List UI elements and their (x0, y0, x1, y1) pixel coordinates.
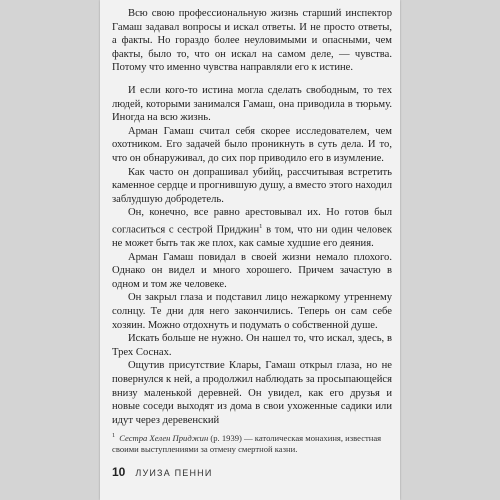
running-header-author: ЛУИЗА ПЕННИ (135, 468, 213, 478)
page-footer (112, 465, 213, 479)
paragraph-3: Арман Гамаш считал себя скорее исследователем, чем охотником. Его задачей было проникнуть в суть дела. И то, что он обнаруживал, до сих пор приводило его в изумление. (112, 125, 392, 164)
footnote-name: Сестра Хелен Приджин (119, 432, 209, 443)
paragraph-6: Арман Гамаш повидал в своей жизни немало плохого. Однако он видел и много хорошего. Причем зачастую в одном и том же человеке. (112, 251, 392, 290)
footnote-marker: 1 (112, 432, 116, 439)
paragraph-5-end: в том, что ни один человек не может быть так же плох, как самые худшие его деяния. (112, 224, 392, 250)
footnote-text: (р. 1939) — католическая монахиня, известная своими выступлениями за отмену смертной казни. (112, 432, 382, 455)
paragraph-5 (112, 206, 392, 250)
page-number: 10 (112, 465, 126, 479)
paragraph-8: Искать больше не нужно. Он нашел то, что искал, здесь, в Трех Соснах. (112, 333, 392, 358)
paragraph-2: И если кого-то истина могла сделать свободным, то тех людей, которыми занимался Гамаш, она приводила в тюрьму. Иногда на всю жизнь. (112, 84, 392, 124)
body-text (112, 7, 392, 427)
book-page (100, 0, 400, 500)
paragraph-9: Ощутив присутствие Клары, Гамаш открыл глаза, но не повернулся к ней, а продолжил наблюдать за просыпающейся внизу маленькой деревней. Он увидел, как его друзья и новые соседи выходят из дома в свои ухоженные садики или идут через деревенский (112, 360, 392, 426)
paragraph-1: Всю свою профессиональную жизнь старший инспектор Гамаш задавал вопросы и искал ответы. И не просто ответы, а факты. Но гораздо более неуловимыми и опасными, чем факты, было то, что он искал на самом деле, — чувства. Потому что именно чувства направляли его к истине. (112, 8, 392, 74)
paragraph-4: Как часто он допрашивал убийц, рассчитывая встретить каменное сердце и прогнившую душу, а вместо этого находил заблудшую добродетель. (112, 166, 392, 205)
paragraph-5-start: Он, конечно, все равно арестовывал их. Но готов был согласиться с сестрой Приджин (112, 207, 392, 236)
footnote (112, 430, 390, 456)
footnote-reference: 1 (259, 222, 263, 230)
paragraph-7: Он закрыл глаза и подставил лицо нежаркому утреннему солнцу. Те дни для него закончились. Теперь он сам себе хозяин. Можно отдохнуть и подумать о собственной душе. (112, 292, 392, 331)
